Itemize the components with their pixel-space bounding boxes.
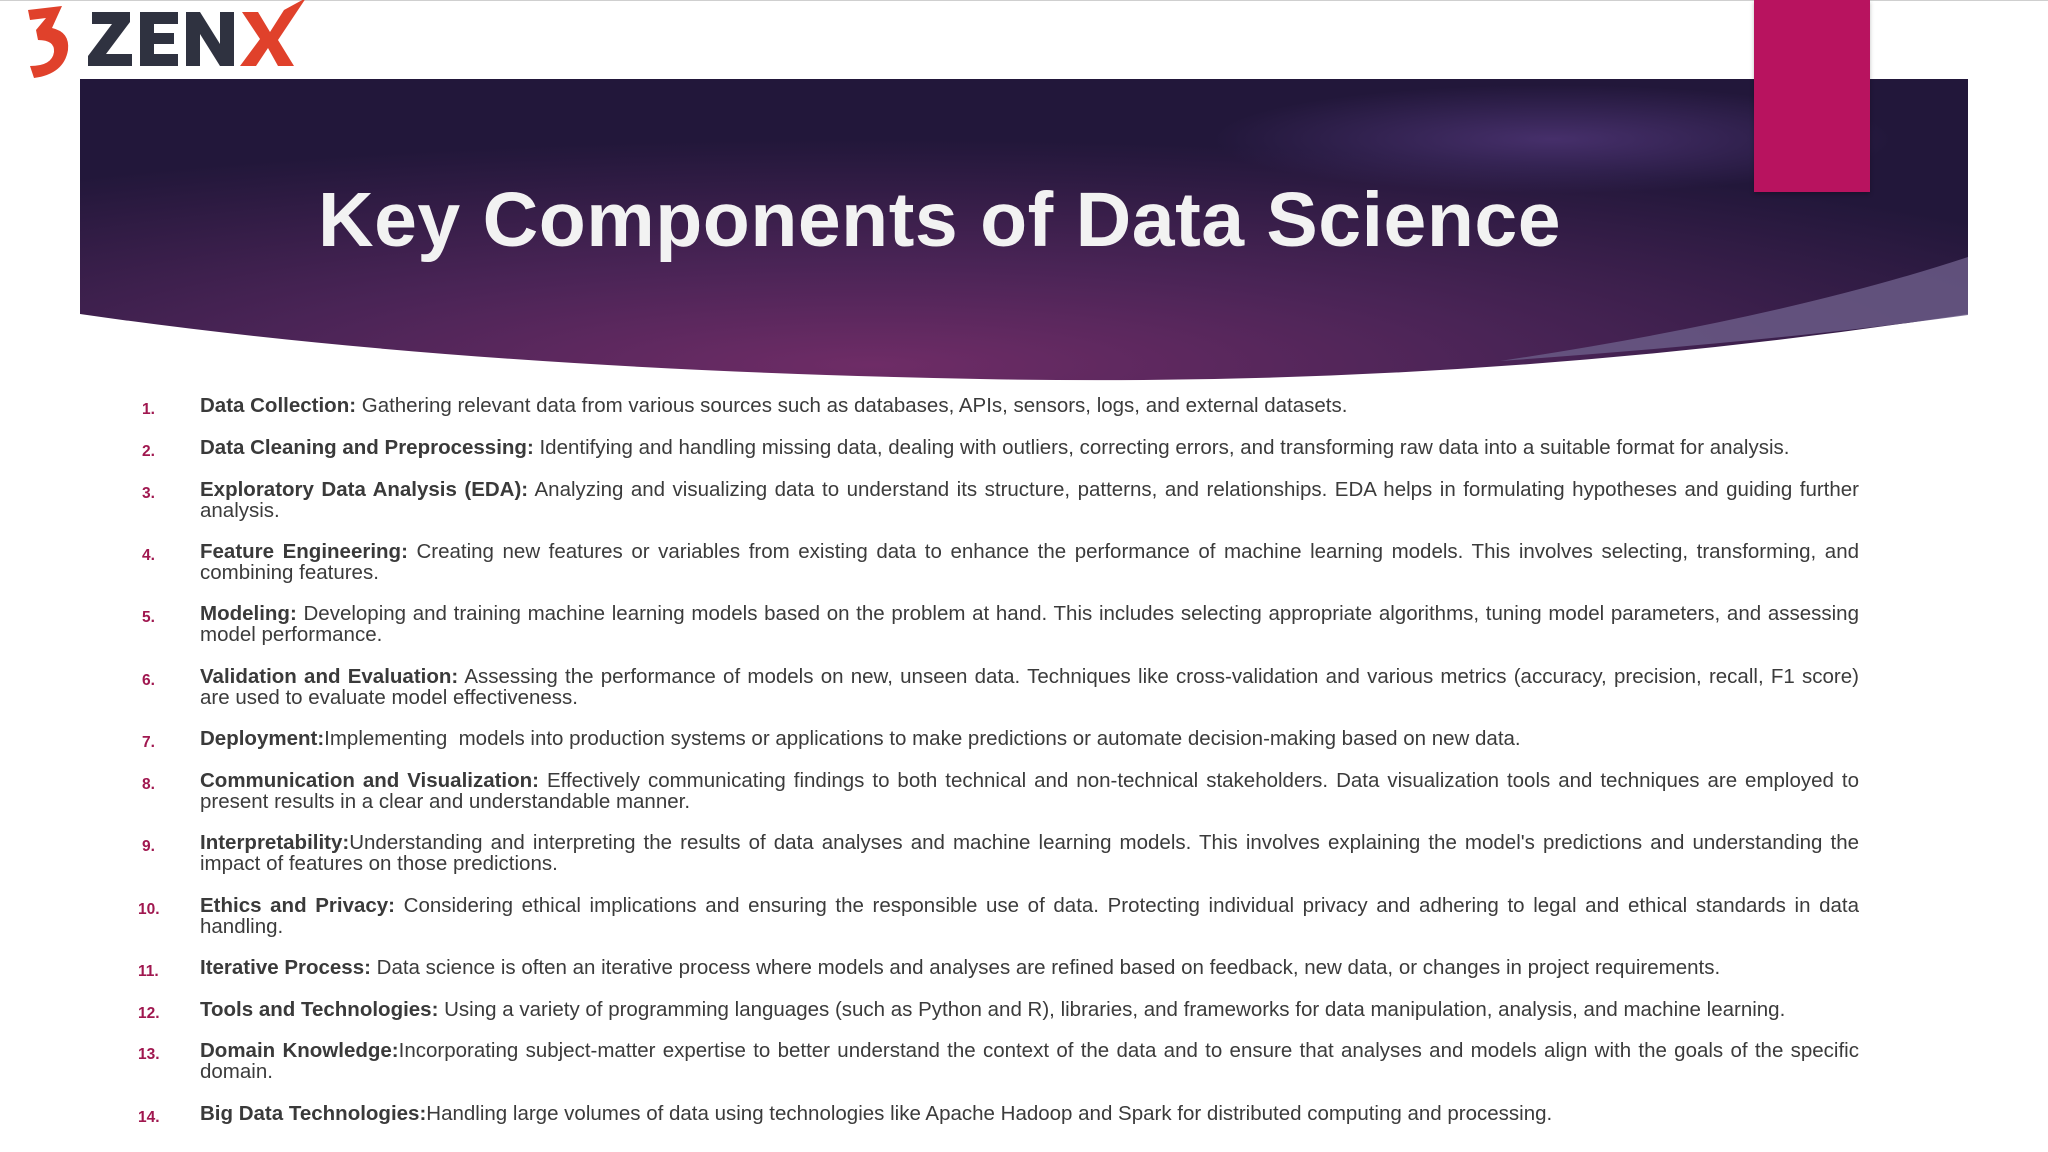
list-term: Iterative Process:: [200, 956, 371, 979]
list-description: Implementing models into production systems or applications to make predictions or automate decision-making based on new data.: [324, 727, 1521, 750]
list-term: Communication and Visualization:: [200, 769, 539, 792]
list-term: Interpretability:: [200, 831, 350, 854]
list-description: Assessing the performance of models on new, unseen data. Techniques like cross-validation and various metrics (accuracy, precision, recall, F1 score) are used to evaluate model effectiveness.: [200, 665, 1859, 709]
list-text: [200, 895, 1859, 937]
list-number: 11.: [138, 963, 159, 980]
list-number: 2.: [142, 443, 155, 460]
list-text: [200, 957, 1859, 978]
list-number: 3.: [142, 485, 155, 502]
list-text: [200, 999, 1859, 1020]
list-number: 8.: [142, 776, 155, 793]
list-number: 13.: [138, 1046, 160, 1063]
list-number: 1.: [142, 401, 155, 418]
list-number: 12.: [138, 1005, 160, 1022]
list-term: Ethics and Privacy:: [200, 894, 396, 917]
list-number: 6.: [142, 672, 155, 689]
list-term: Modeling:: [200, 602, 297, 625]
list-number: 10.: [138, 901, 160, 918]
list-text: [200, 479, 1859, 521]
list-text: [200, 395, 1859, 416]
list-term: Feature Engineering:: [200, 540, 408, 563]
list-text: [200, 770, 1859, 812]
list-text: [200, 1103, 1859, 1124]
slide-title: Key Components of Data Science: [318, 177, 1562, 263]
list-description: Incorporating subject-matter expertise to better understand the context of the data and to ensure that analyses and models align with the goals of the specific domain.: [200, 1039, 1859, 1083]
list-number: 9.: [142, 838, 155, 855]
list-text: [200, 603, 1859, 645]
list-text: [200, 666, 1859, 708]
list-description: Considering ethical implications and ensuring the responsible use of data. Protecting individual privacy and adhering to legal and ethical standards in data handling.: [200, 894, 1859, 938]
list-term: Data Cleaning and Preprocessing:: [200, 436, 534, 459]
list-description: Handling large volumes of data using technologies like Apache Hadoop and Spark for distributed computing and processing.: [426, 1102, 1553, 1125]
list-description: Analyzing and visualizing data to understand its structure, patterns, and relationships. EDA helps in formulating hypotheses and guiding further analysis.: [200, 478, 1859, 522]
list-text: [200, 437, 1859, 458]
list-term: Exploratory Data Analysis (EDA):: [200, 478, 529, 501]
list-description: Gathering relevant data from various sources such as databases, APIs, sensors, logs, and external datasets.: [356, 394, 1348, 417]
list-term: Data Collection:: [200, 394, 357, 417]
list-term: Validation and Evaluation:: [200, 665, 459, 688]
list-term: Domain Knowledge:: [200, 1039, 399, 1062]
list-description: Developing and training machine learning models based on the problem at hand. This includes selecting appropriate algorithms, tuning model parameters, and assessing model performance.: [200, 602, 1859, 646]
list-description: Identifying and handling missing data, dealing with outliers, correcting errors, and transforming raw data into a suitable format for analysis.: [533, 436, 1790, 459]
list-description: Data science is often an iterative process where models and analyses are refined based on feedback, new data, or changes in project requirements.: [370, 956, 1721, 979]
list-term: Big Data Technologies:: [200, 1102, 427, 1125]
list-text: [200, 541, 1859, 583]
list-number: 5.: [142, 609, 155, 626]
list-number: 14.: [138, 1109, 160, 1126]
list-description: Creating new features or variables from existing data to enhance the performance of machine learning models. This involves selecting, transforming, and combining features.: [200, 540, 1860, 584]
list-text: [200, 728, 1859, 749]
list-term: Deployment:: [200, 727, 325, 750]
list-text: [200, 832, 1859, 874]
list-description: Understanding and interpreting the results of data analyses and machine learning models. This involves explaining the model's predictions and understanding the impact of features on those predictions.: [200, 831, 1859, 875]
list-number: 4.: [142, 547, 155, 564]
list-description: Effectively communicating findings to both technical and non-technical stakeholders. Data visualization tools and techniques are employed to present results in a clear and understandable manner.: [200, 769, 1859, 813]
list-term: Tools and Technologies:: [200, 998, 439, 1021]
list-text: [200, 1040, 1859, 1082]
list-number: 7.: [142, 734, 155, 751]
list-description: Using a variety of programming languages (such as Python and R), libraries, and frameworks for data manipulation, analysis, and machine learning.: [438, 998, 1786, 1021]
